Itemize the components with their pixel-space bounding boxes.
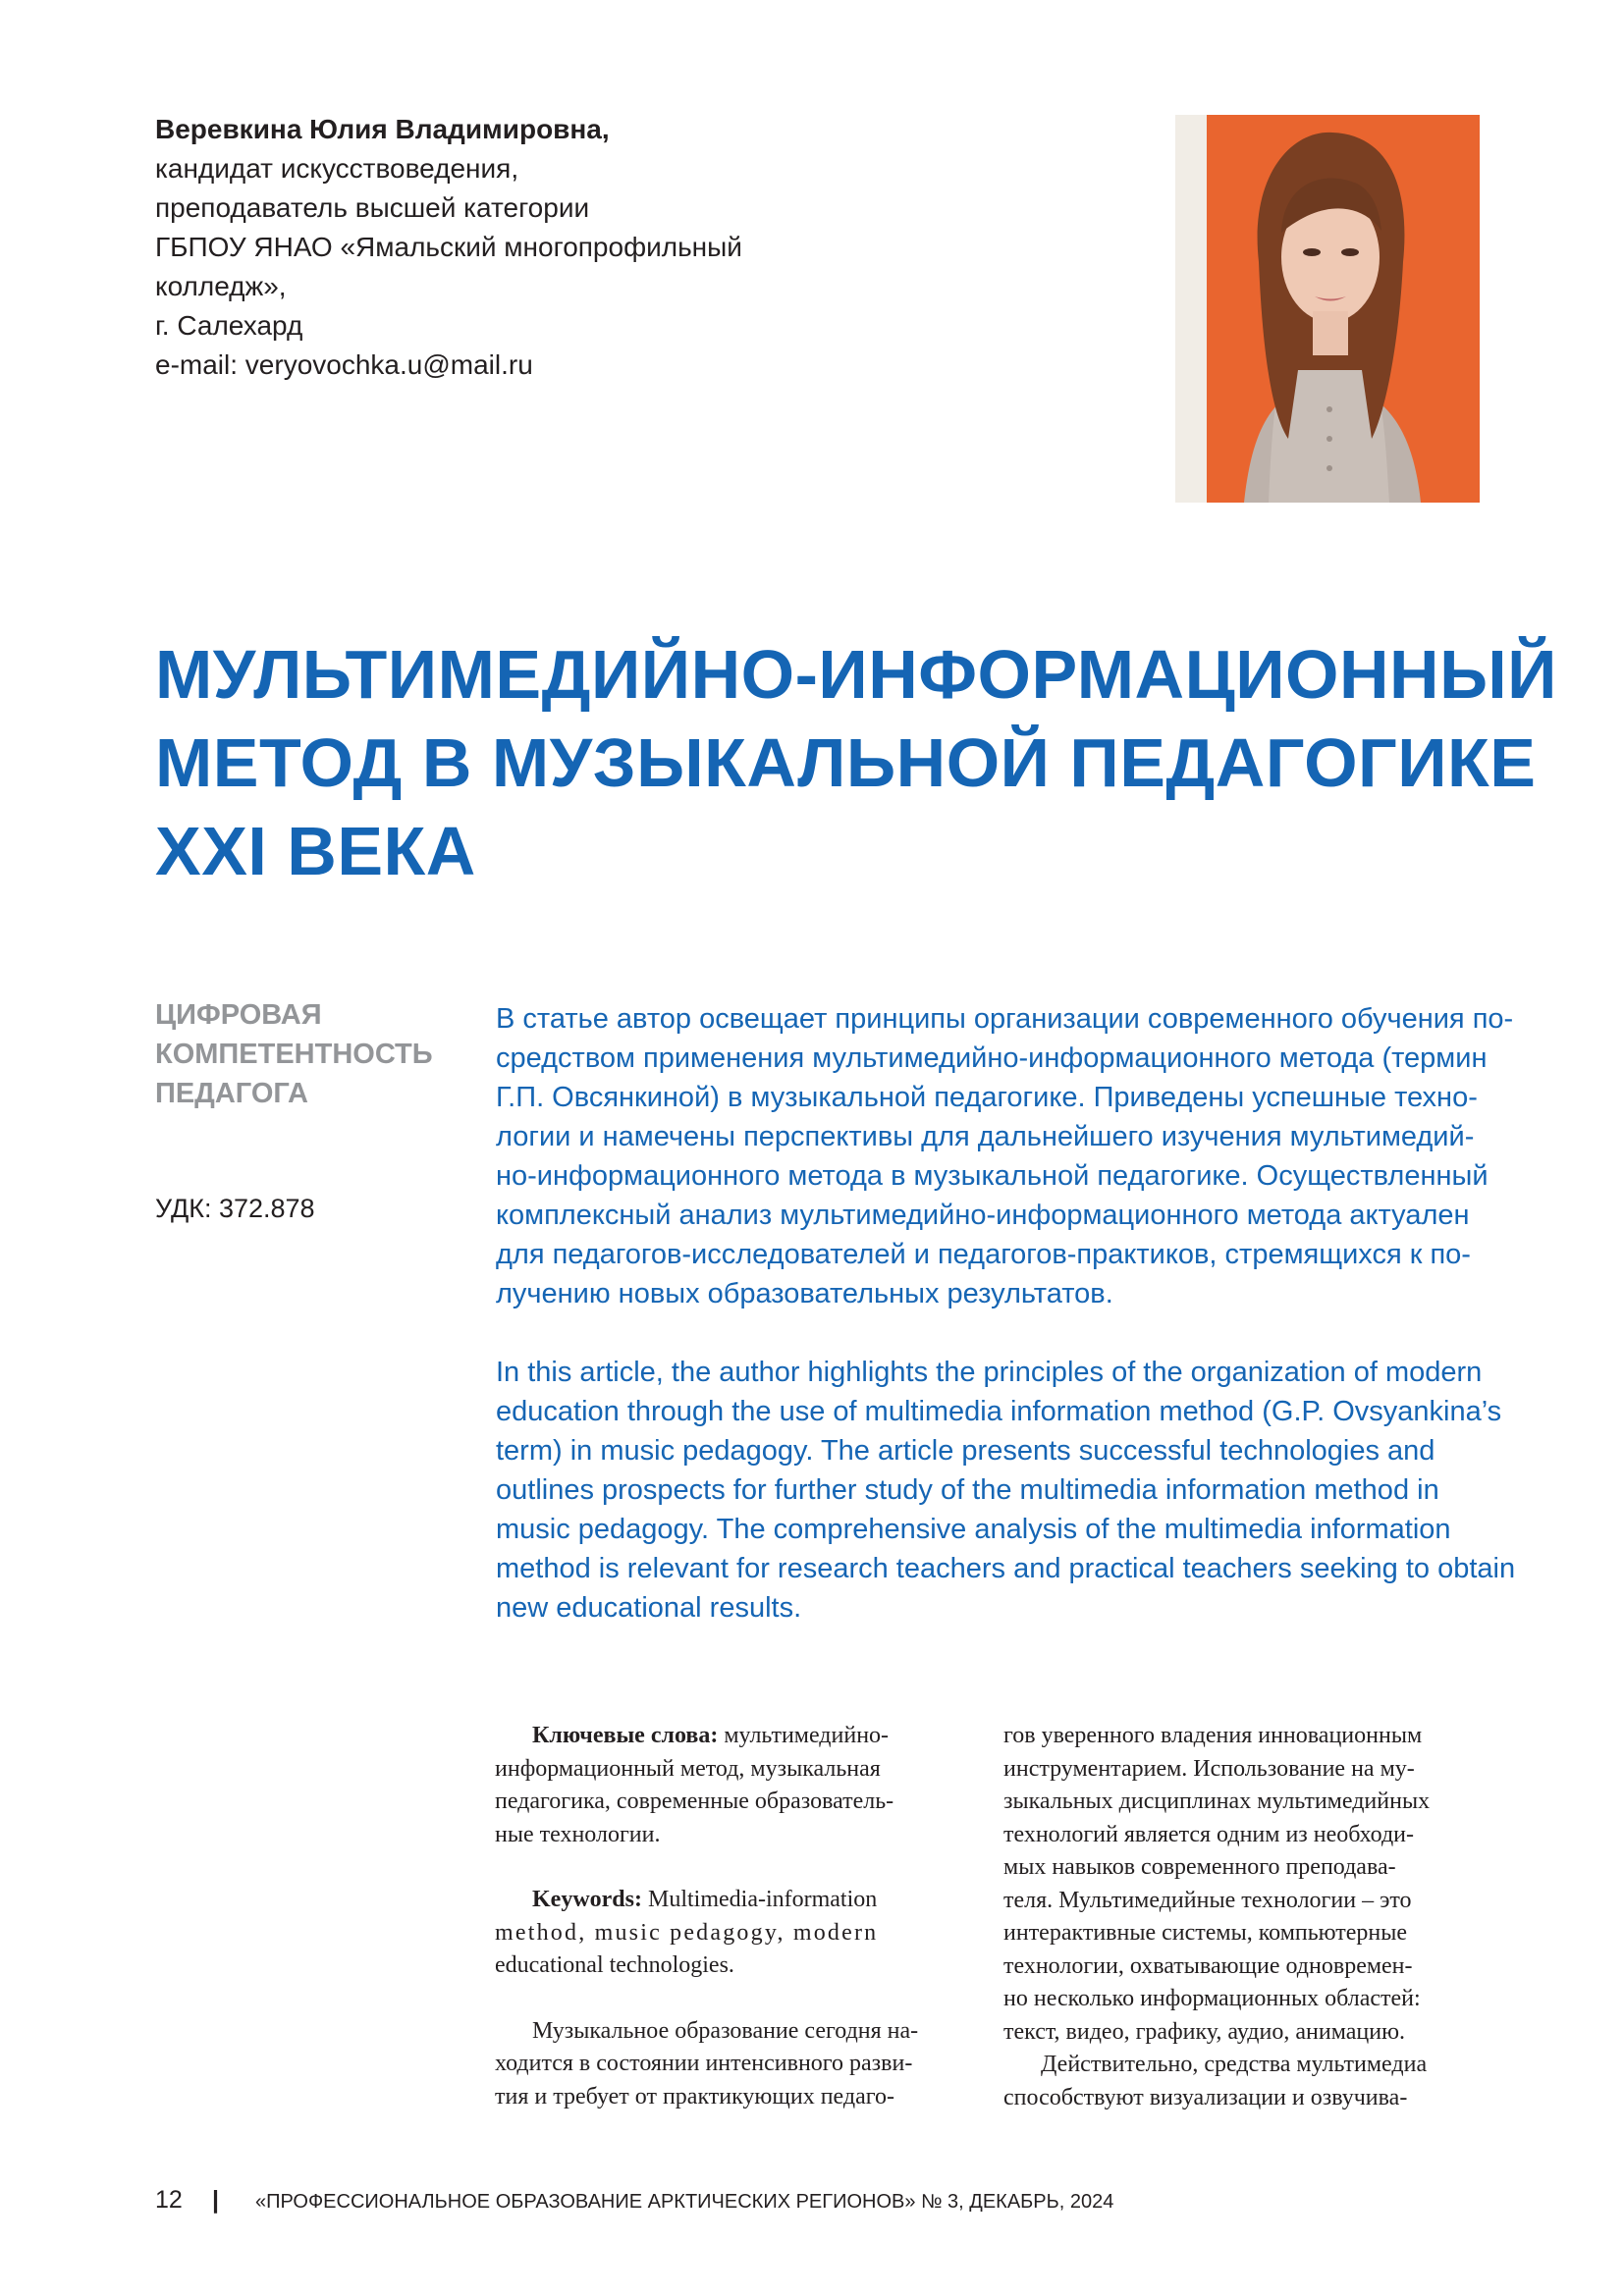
abstract-line: term) in music pedagogy. The article presents successful technologies and <box>496 1435 1435 1467</box>
body-text-line: ходится в состоянии интенсивного разви- <box>495 2051 913 2076</box>
abstract-line: логии и намечены перспективы для дальнейшего изучения мультимедий- <box>496 1121 1475 1152</box>
body-text-line: инструментарием. Использование на му- <box>1003 1755 1415 1782</box>
keywords-ru-text: ные технологии. <box>495 1821 661 1847</box>
abstract-english <box>496 1353 1516 1628</box>
keywords-ru-text: информационный метод, музыкальная <box>495 1755 881 1782</box>
rubric-line: КОМПЕТЕНТНОСТЬ <box>155 1039 433 1070</box>
abstract-line: music pedagogy. The comprehensive analysis of the multimedia information <box>496 1514 1451 1545</box>
author-organization: ГБПОУ ЯНАО «Ямальский многопрофильный <box>155 232 742 262</box>
body-text-line: технологии, охватывающие одновремен- <box>1003 1952 1413 1979</box>
author-info <box>155 110 842 385</box>
portrait-image <box>1175 115 1480 503</box>
abstract-line: но-информационного метода в музыкальной педагогике. Осуществленный <box>496 1160 1489 1192</box>
body-text-line: способствуют визуализации и озвучива- <box>1003 2084 1408 2110</box>
body-text-line: тия и требует от практикующих педаго- <box>495 2083 894 2109</box>
rubric-line: ЦИФРОВАЯ <box>155 999 322 1031</box>
footer-separator: | <box>212 2186 219 2214</box>
rubric-line: ПЕДАГОГА <box>155 1078 308 1109</box>
section-rubric <box>155 995 450 1113</box>
abstract-line: Г.П. Овсянкиной) в музыкальной педагогике. Приведены успешные техно- <box>496 1082 1478 1113</box>
author-organization-cont: колледж», <box>155 271 287 301</box>
body-text-line: мых навыков современного преподава- <box>1003 1854 1396 1880</box>
body-text-line: Действительно, средства мультимедиа <box>1041 2052 1428 2077</box>
keywords-ru-first-line <box>495 1720 971 1753</box>
author-photo <box>1175 115 1480 503</box>
author-name: Веревкина Юлия Владимировна, <box>155 114 610 144</box>
title-line: МУЛЬТИМЕДИЙНО-ИНФОРМАЦИОННЫЙ <box>155 636 1557 713</box>
keywords-en-label: Keywords: <box>532 1887 642 1912</box>
keywords-en-text: educational technologies. <box>495 1952 734 1978</box>
keywords-ru-text: педагогика, современные образователь- <box>495 1789 894 1814</box>
author-position: преподаватель высшей категории <box>155 192 590 223</box>
page-number: 12 <box>155 2186 183 2214</box>
body-text-line: технологий является одним из необходи- <box>1003 1821 1415 1847</box>
abstract-line: education through the use of multimedia information method (G.P. Ovsyankina’s <box>496 1396 1502 1427</box>
page-footer <box>155 2186 1113 2215</box>
abstract-line: outlines prospects for further study of the multimedia information method in <box>496 1474 1439 1506</box>
keywords-en-text: method, music pedagogy, modern <box>495 1919 879 1946</box>
abstract-line: комплексный анализ мультимедийно-информационного метода актуален <box>496 1200 1470 1231</box>
body-text-line: зыкальных дисциплинах мультимедийных <box>1003 1789 1431 1814</box>
keywords-en-text: Multimedia-information <box>641 1887 878 1912</box>
author-degree: кандидат искусствоведения, <box>155 153 519 184</box>
abstract-line: new educational results. <box>496 1592 802 1624</box>
abstract-line: В статье автор освещает принципы организации современного обучения по- <box>496 1003 1514 1035</box>
keywords-ru-text: мультимедийно- <box>718 1723 890 1748</box>
keywords-ru-label: Ключевые слова: <box>532 1723 719 1748</box>
udk-code: УДК: 372.878 <box>155 1194 315 1223</box>
abstract-russian <box>496 999 1514 1313</box>
body-text-line: гов уверенного владения инновационным <box>1003 1723 1423 1748</box>
body-text-line: Музыкальное образование сегодня на- <box>532 2017 919 2044</box>
keywords-en-first-line <box>495 1884 971 1917</box>
body-column-right <box>1003 1720 1480 2114</box>
abstract-line: средством применения мультимедийно-информационного метода (термин <box>496 1042 1488 1074</box>
body-text-line: интерактивные системы, компьютерные <box>1003 1920 1408 1946</box>
body-text-line: теля. Мультимедийные технологии – это <box>1003 1887 1412 1913</box>
body-column-left <box>495 1720 971 2113</box>
abstract-line: лучению новых образовательных результатов. <box>496 1278 1113 1309</box>
author-city: г. Салехард <box>155 310 303 341</box>
title-line: XXI ВЕКА <box>155 813 476 889</box>
title-line: МЕТОД В МУЗЫКАЛЬНОЙ ПЕДАГОГИКЕ <box>155 724 1537 801</box>
body-text-line: текст, видео, графику, аудио, анимацию. <box>1003 2018 1405 2045</box>
abstract-line: In this article, the author highlights the principles of the organization of modern <box>496 1357 1483 1388</box>
journal-name: «ПРОФЕССИОНАЛЬНОЕ ОБРАЗОВАНИЕ АРКТИЧЕСКИХ РЕГИОНОВ» № 3, ДЕКАБРЬ, 2024 <box>255 2191 1114 2213</box>
abstract-line: method is relevant for research teachers and practical teachers seeking to obtain <box>496 1553 1516 1584</box>
body-text-line: но несколько информационных областей: <box>1003 1986 1421 2011</box>
author-email: e-mail: veryovochka.u@mail.ru <box>155 349 533 380</box>
abstract-line: для педагогов-исследователей и педагогов-практиков, стремящихся к по- <box>496 1239 1471 1270</box>
article-title <box>155 630 1557 895</box>
